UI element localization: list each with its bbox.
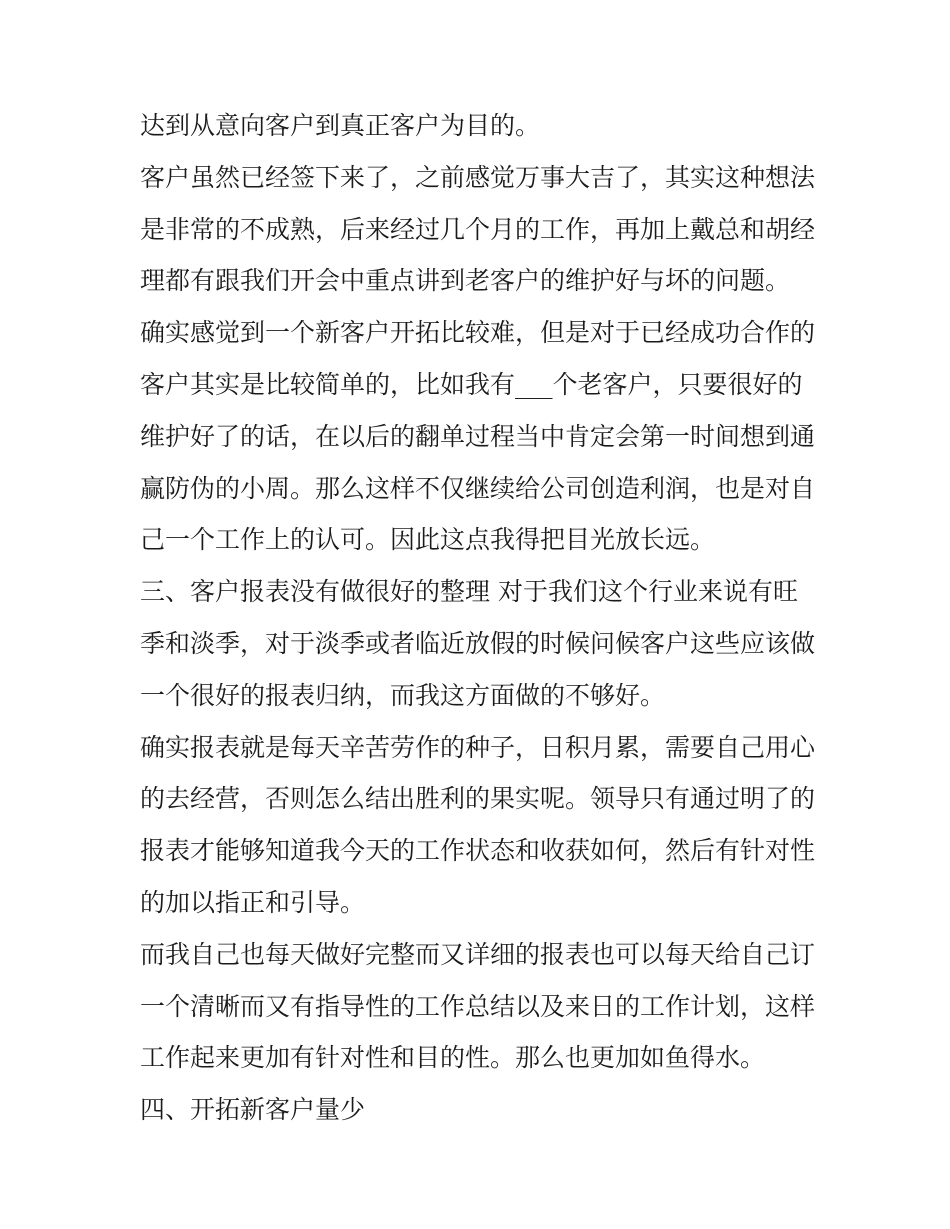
text-line: 赢防伪的小周。那么这样不仅继续给公司创造利润，也是对自: [140, 473, 816, 503]
text-line: 是非常的不成熟，后来经过几个月的工作，再加上戴总和胡经: [140, 214, 816, 244]
text-line: 工作起来更加有针对性和目的性。那么也更加如鱼得水。: [140, 1043, 766, 1073]
text-line: 一个清晰而又有指导性的工作总结以及来日的工作计划，这样: [140, 991, 816, 1021]
text-line: 客户虽然已经签下来了，之前感觉万事大吉了，其实这种想法: [140, 162, 816, 192]
text-line: 理都有跟我们开会中重点讲到老客户的维护好与坏的问题。: [140, 266, 791, 296]
text-line: 而我自己也每天做好完整而又详细的报表也可以每天给自己订: [140, 939, 816, 969]
text-line: 的加以指正和引导。: [140, 887, 366, 917]
text-line: 一个很好的报表归纳，而我这方面做的不够好。: [140, 680, 666, 710]
text-line: 客户其实是比较简单的，比如我有___个老客户，只要很好的: [140, 369, 803, 399]
text-line: 报表才能够知道我今天的工作状态和收获如何，然后有针对性: [140, 836, 816, 866]
text-line: 维护好了的话，在以后的翻单过程当中肯定会第一时间想到通: [140, 421, 816, 451]
section-heading-4: 四、开拓新客户量少: [140, 1095, 366, 1125]
text-line: 的去经营，否则怎么结出胜利的果实呢。领导只有通过明了的: [140, 784, 816, 814]
text-line: 确实感觉到一个新客户开拓比较难，但是对于已经成功合作的: [140, 318, 816, 348]
text-line: 确实报表就是每天辛苦劳作的种子，日积月累，需要自己用心: [140, 732, 816, 762]
text-line: 己一个工作上的认可。因此这点我得把目光放长远。: [140, 525, 716, 555]
text-line: 达到从意向客户到真正客户为目的。: [140, 111, 541, 140]
text-line: 季和淡季，对于淡季或者临近放假的时候问候客户这些应该做: [140, 628, 816, 658]
section-heading-3: 三、客户报表没有做很好的整理 对于我们这个行业来说有旺: [140, 577, 798, 607]
document-body: [140, 100, 820, 1136]
